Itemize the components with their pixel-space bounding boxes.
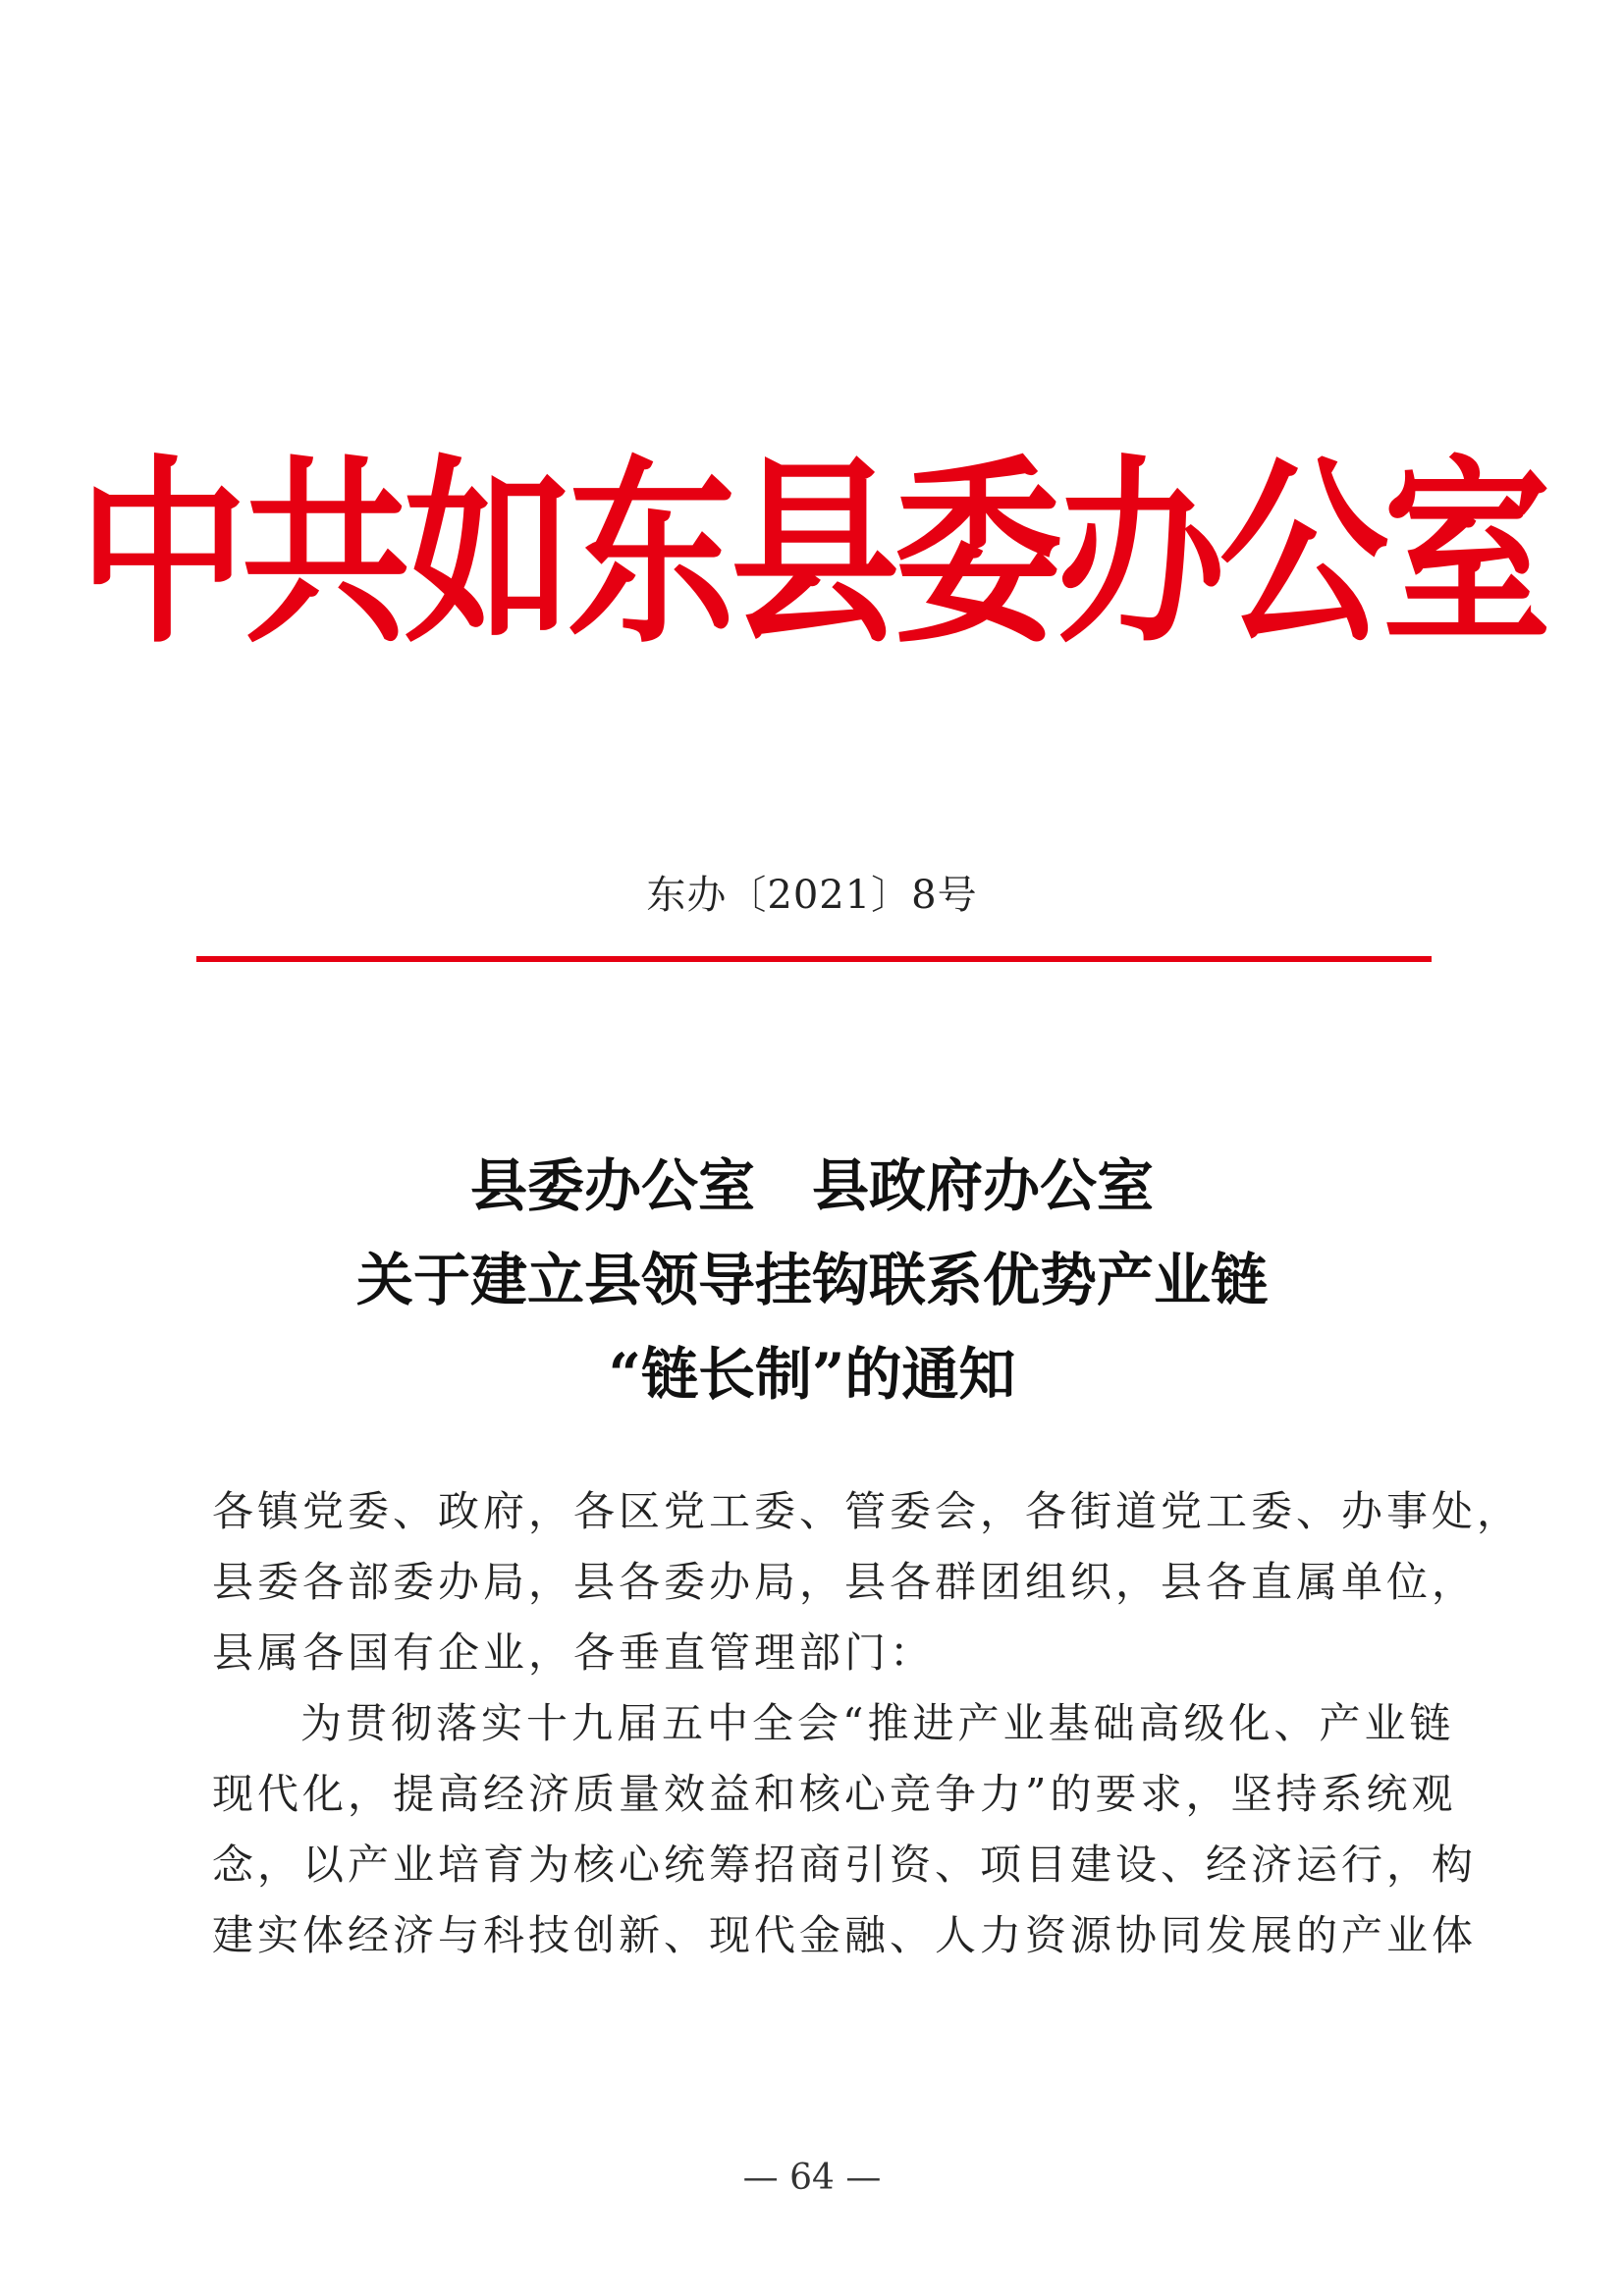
addressee-line: 县委各部委办局，县各委办局，县各群团组织，县各直属单位， [212, 1558, 1478, 1606]
body-paragraph [212, 1688, 1478, 1971]
page-number: — 64 — [742, 2158, 882, 2198]
body-line: 现代化，提高经济质量效益和核心竞争力”的要求，坚持系统观 [212, 1770, 1457, 1818]
red-separator-rule [196, 956, 1432, 962]
title-line-3: “链长制”的通知 [608, 1341, 1016, 1408]
body-line: 建实体经济与科技创新、现代金融、人力资源协同发展的产业体 [212, 1911, 1478, 1959]
addressee-line: 各镇党委、政府，各区党工委、管委会，各街道党工委、办事处， [212, 1487, 1523, 1535]
addressee-line: 县属各国有企业，各垂直管理部门： [212, 1629, 936, 1677]
body-line: 念，以产业培育为核心统筹招商引资、项目建设、经济运行，构 [212, 1841, 1478, 1889]
masthead [0, 432, 1624, 677]
masthead-issuer: 中共如东县委办公室 [79, 437, 1545, 670]
addressee-block [212, 1476, 1523, 1688]
body-line: 为贯彻落实十九届五中全会“推进产业基础高级化、产业链 [300, 1699, 1455, 1747]
title-issuer-1: 县委办公室 [469, 1152, 755, 1219]
document-title [0, 1139, 1624, 1421]
title-issuer-2: 县政府办公室 [812, 1152, 1155, 1219]
document-number: 东办〔2021〕8号 [646, 873, 978, 918]
title-line-1 [0, 1139, 1624, 1233]
title-line-2: 关于建立县领导挂钩联系优势产业链 [355, 1247, 1268, 1313]
